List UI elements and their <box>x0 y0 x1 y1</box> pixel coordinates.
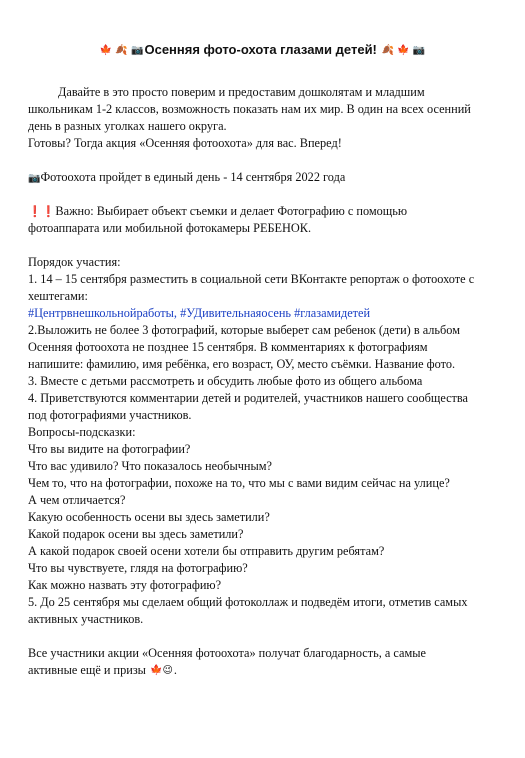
spacer <box>28 152 506 169</box>
document-body <box>28 84 506 679</box>
question-item: Что вас удивило? Что показалось необычным? <box>28 459 273 473</box>
camera-icon: 📷 <box>28 173 41 184</box>
procedure-item-1-line-2: хештегами: <box>28 289 88 303</box>
item-5-line-1: 5. До 25 сентября мы сделаем общий фотоколлаж и подведём итоги, отметив самых <box>28 595 468 609</box>
procedure-item-2-line-3: напишите: фамилию, имя ребёнка, его возраст, ОУ, место съёмки. Название фото. <box>28 357 456 371</box>
spacer <box>28 186 506 203</box>
maple-leaf-wink-icon: 🍁😉 <box>150 665 173 676</box>
important-line-1 <box>28 203 506 220</box>
question-item: Какой подарок осени вы здесь заметили? <box>28 527 244 541</box>
exclamation-icon: ❗❗ <box>28 205 56 218</box>
hashtags-link[interactable]: #Центрвнешкольнойработы, #УДивительнаяосень #глазамидетей <box>28 306 371 320</box>
question-item: Какую особенность осени вы здесь заметили? <box>28 510 270 524</box>
question-item: Что вы видите на фотографии? <box>28 442 191 456</box>
procedure-heading: Порядок участия: <box>28 255 121 269</box>
closing-text-2: активные ещё и призы <box>28 663 146 677</box>
date-line <box>28 169 506 186</box>
intro-line-1 <box>28 84 506 101</box>
question-item: Чем то, что на фотографии, похоже на то, что мы с вами видим сейчас на улице? <box>28 476 450 490</box>
procedure-item-3: 3. Вместе с детьми рассмотреть и обсудить любые фото из общего альбома <box>28 374 423 388</box>
intro-line-3: день в разных уголках нашего округа. <box>28 119 227 133</box>
document-title <box>0 41 525 59</box>
intro-text-1: Давайте в это просто поверим и предоставим дошколятам и младшим <box>58 85 425 99</box>
question-item: Как можно назвать эту фотографию? <box>28 578 222 592</box>
closing-period: . <box>173 663 177 677</box>
questions-heading: Вопросы-подсказки: <box>28 425 136 439</box>
title-text: Осенняя фото-охота глазами детей! <box>144 42 377 57</box>
title-right-icons: 🍂 🍁 📷 <box>381 45 426 56</box>
procedure-item-4-line-1: 4. Приветствуются комментарии детей и родителей, участников нашего сообщества <box>28 391 469 405</box>
important-line-2: фотоаппарата или мобильной фотокамеры РЕБЕНОК. <box>28 221 312 235</box>
intro-line-4: Готовы? Тогда акция «Осенняя фотоохота» для вас. Вперед! <box>28 136 342 150</box>
closing-line-1: Все участники акции «Осенняя фотоохота» получат благодарность, а самые <box>28 646 426 660</box>
question-item: А какой подарок своей осени хотели бы отправить другим ребятам? <box>28 544 385 558</box>
procedure-item-2-line-1: 2.Выложить не более 3 фотографий, которые выберет сам ребенок (дети) в альбом <box>28 323 460 337</box>
question-item: Что вы чувствуете, глядя на фотографию? <box>28 561 248 575</box>
procedure-item-4-line-2: под фотографиями участников. <box>28 408 192 422</box>
procedure-item-2-line-2: Осенняя фотоохота не позднее 15 сентября. В комментариях к фотографиям <box>28 340 428 354</box>
procedure-item-1-line-1: 1. 14 – 15 сентября разместить в социальной сети ВКонтакте репортаж о фотоохоте с <box>28 272 475 286</box>
question-item: А чем отличается? <box>28 493 126 507</box>
item-5-line-2: активных участников. <box>28 612 144 626</box>
closing-line-2 <box>28 662 506 679</box>
title-left-icons: 🍁 🍂 📷 <box>99 45 144 56</box>
spacer <box>28 237 506 254</box>
intro-line-2: школьникам 1-2 классов, возможность показать нам их мир. В один на всех осенний <box>28 102 471 116</box>
spacer <box>28 628 506 645</box>
important-text-1: Важно: Выбирает объект съемки и делает Фотографию с помощью <box>55 204 408 218</box>
date-text: Фотоохота пройдет в единый день - 14 сентября 2022 года <box>40 170 346 184</box>
